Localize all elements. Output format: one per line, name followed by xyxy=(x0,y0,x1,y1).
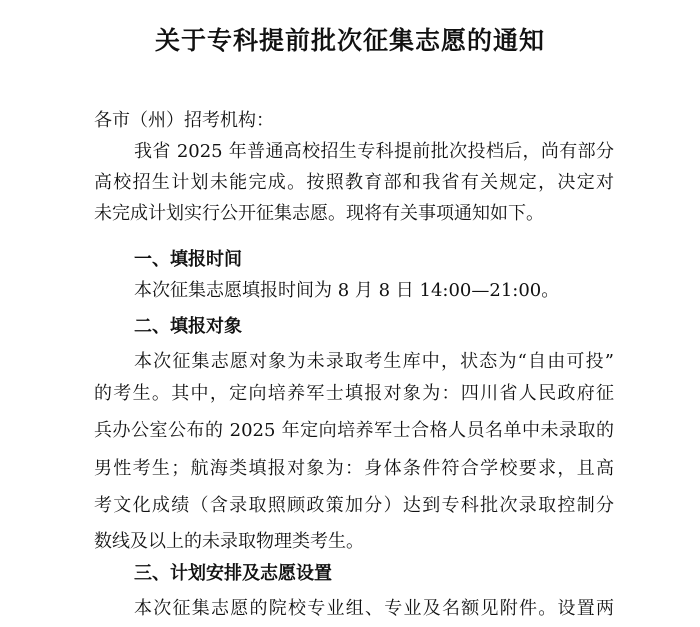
document-title: 关于专科提前批次征集志愿的通知 xyxy=(154,26,545,55)
section-line: 本次征集志愿对象为未录取考生库中，状态为“自由可投” xyxy=(134,351,614,372)
section-line: 的考生。其中，定向培养军士填报对象为：四川省人民政府征 xyxy=(94,383,614,404)
section-line: 本次征集志愿的院校专业组、专业及名额见附件。设置两 xyxy=(134,598,614,619)
section-heading-plan: 三、计划安排及志愿设置 xyxy=(134,563,332,584)
intro-line: 我省 2025 年普通高校招生专科提前批次投档后，尚有部分 xyxy=(134,141,614,162)
section-heading-time: 一、填报时间 xyxy=(134,249,242,270)
section-line: 男性考生；航海类填报对象为：身体条件符合学校要求，且高 xyxy=(94,458,614,479)
section-line: 数线及以上的未录取物理类考生。 xyxy=(94,531,364,552)
section-line: 考文化成绩（含录取照顾政策加分）达到专科批次录取控制分 xyxy=(94,495,614,516)
section-line: 兵办公室公布的 2025 年定向培养军士合格人员名单中未录取的 xyxy=(94,420,614,441)
section-heading-target: 二、填报对象 xyxy=(134,316,242,337)
salutation: 各市（州）招考机构： xyxy=(94,110,274,131)
intro-line: 高校招生计划未能完成。按照教育部和我省有关规定，决定对 xyxy=(94,172,614,193)
intro-line: 未完成计划实行公开征集志愿。现将有关事项通知如下。 xyxy=(94,203,544,224)
section-line: 本次征集志愿填报时间为 8 月 8 日 14:00—21:00。 xyxy=(134,280,560,301)
